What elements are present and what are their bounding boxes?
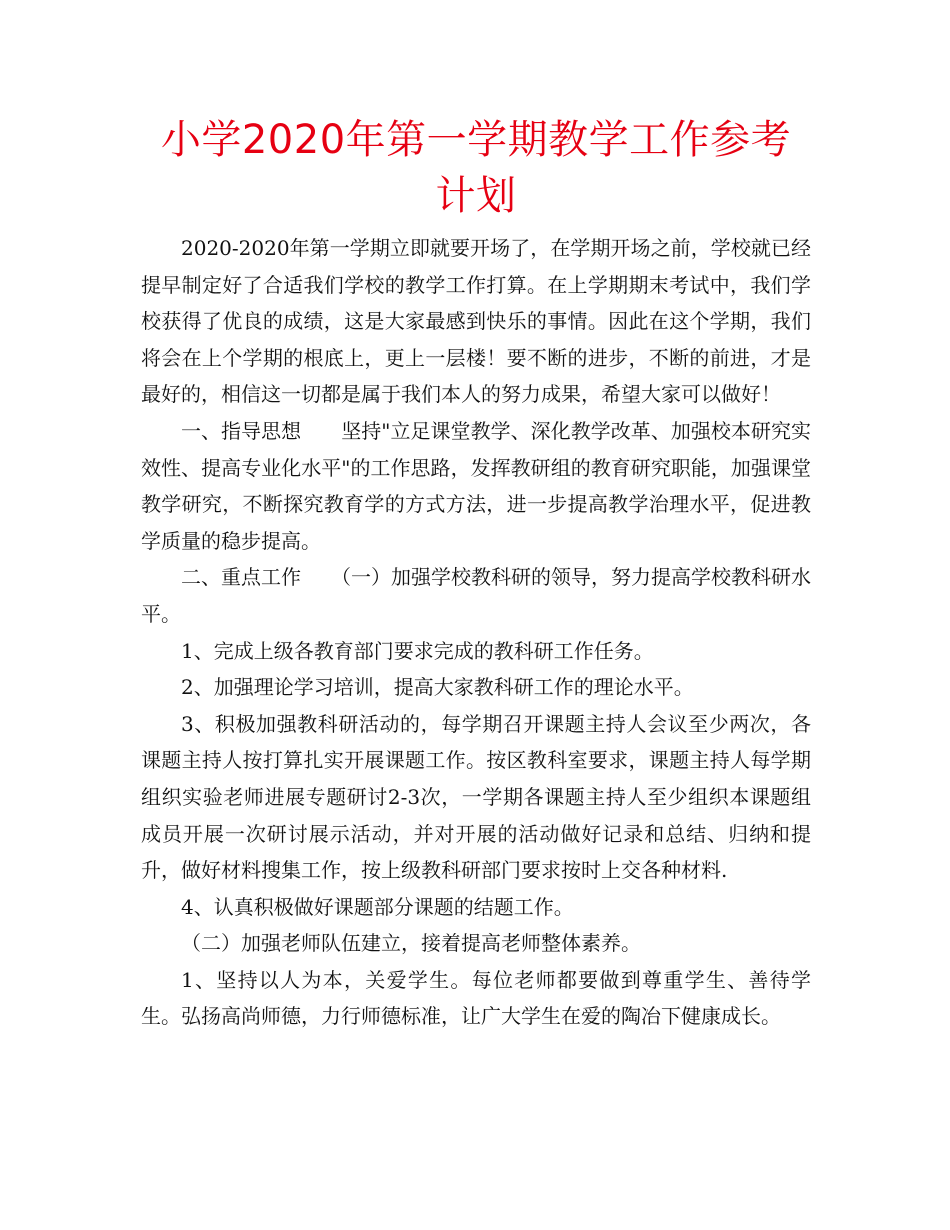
paragraph-guiding-ideology: 一、指导思想 坚持"立足课堂教学、深化教学改革、加强校本研究实效性、提高专业化水平"的工作思路，发挥教研组的教育研究职能，加强课堂教学研究，不断探究教育学的方式方法，进一步提高教学治理水平，促进教学质量的稳步提高。 xyxy=(141,418,811,553)
paragraph-section-2-item-1: 1、坚持以人为本，关爱学生。每位老师都要做到尊重学生、善待学生。弘扬高尚师德，力行师德标准，让广大学生在爱的陶冶下健康成长。 xyxy=(141,967,811,1029)
paragraph-item-4: 4、认真积极做好课题部分课题的结题工作。 xyxy=(181,894,574,919)
paragraph-intro: 2020-2020年第一学期立即就要开场了，在学期开场之前，学校就已经提早制定好了合适我们学校的教学工作打算。在上学期期末考试中，我们学校获得了优良的成绩，这是大家最感到快乐的事情。因此在这个学期，我们将会在上个学期的根底上，更上一层楼！要不断的进步，不断的前进，才是最好的，相信这一切都是属于我们本人的努力成果，希望大家可以做好！ xyxy=(141,236,811,407)
paragraph-item-2: 2、加强理论学习培训，提高大家教科研工作的理论水平。 xyxy=(181,675,694,700)
paragraph-item-1: 1、完成上级各教育部门要求完成的教科研工作任务。 xyxy=(181,638,654,663)
paragraph-key-work: 二、重点工作 （一）加强学校教科研的领导，努力提高学校教科研水平。 xyxy=(141,565,811,626)
paragraph-section-2: （二）加强老师队伍建立，接着提高老师整体素养。 xyxy=(181,931,641,956)
document-body xyxy=(141,112,811,1035)
paragraph-item-3: 3、积极加强教科研活动的，每学期召开课题主持人会议至少两次，各课题主持人按打算扎实开展课题工作。按区教科室要求，课题主持人每学期组织实验老师进展专题研讨2-3次，一学期各课题主持人至少组织本课题组成员开展一次研讨展示活动，并对开展的活动做好记录和总结、归纳和提升，做好材料搜集工作，按上级教科研部门要求按时上交各种材料. xyxy=(141,711,811,883)
document-title: 小学2020年第一学期教学工作参考计划 xyxy=(160,117,792,219)
